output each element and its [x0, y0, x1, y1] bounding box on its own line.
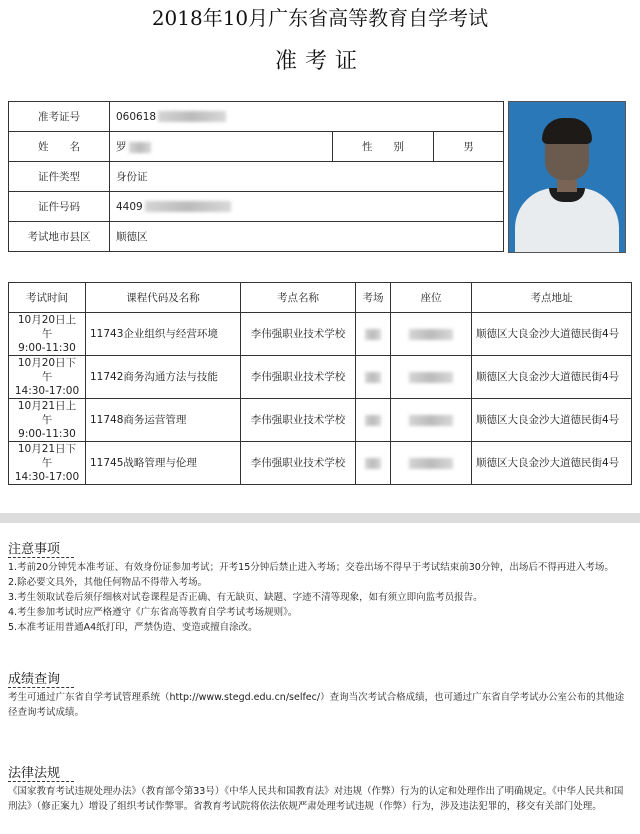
header-seat: 座位 — [391, 283, 472, 313]
header-time: 考试时间 — [9, 283, 86, 313]
exam-row — [9, 356, 632, 399]
redaction-mark — [365, 458, 381, 469]
exam-time: 10月20日上午 9:00-11:30 — [9, 313, 86, 356]
exam-address: 顺德区大良金沙大道德民街4号 — [472, 313, 632, 356]
exam-seat — [391, 442, 472, 485]
district-value: 顺德区 — [110, 222, 504, 252]
id-type-label: 证件类型 — [9, 162, 110, 192]
info-row-id-type — [9, 162, 504, 192]
redaction-mark — [365, 415, 381, 426]
card-title: 准考证 — [274, 49, 365, 74]
exam-room — [356, 442, 391, 485]
exam-room — [356, 399, 391, 442]
info-row-id-number — [9, 192, 504, 222]
info-row-name — [9, 132, 504, 162]
id-type-value: 身份证 — [110, 162, 504, 192]
exam-course: 11743企业组织与经营环境 — [86, 313, 241, 356]
exam-time: 10月21日下午 14:30-17:00 — [9, 442, 86, 485]
scores-title: 成绩查询 — [8, 672, 61, 687]
exam-address: 顺德区大良金沙大道德民街4号 — [472, 356, 632, 399]
exam-seat — [391, 356, 472, 399]
section-divider-band — [0, 513, 640, 523]
header-course: 课程代码及名称 — [86, 283, 241, 313]
exam-schedule-table — [8, 282, 632, 485]
redaction-mark — [409, 329, 453, 340]
ticket-number-cell — [110, 102, 504, 132]
redaction-mark — [158, 111, 226, 122]
district-label: 考试地市县区 — [9, 222, 110, 252]
notice-item: 1.考前20分钟凭本准考证、有效身份证参加考试；开考15分钟后禁止进入考场；交卷出场不得早于考试结束前30分钟，出场后不得再进入考场。 — [8, 562, 614, 573]
notice-item: 5.本准考证用普通A4纸打印，严禁伪造、变造或擅自涂改。 — [8, 622, 258, 633]
law-title: 法律法规 — [8, 766, 61, 781]
exam-site: 李伟强职业技术学校 — [241, 356, 356, 399]
exam-row — [9, 442, 632, 485]
name-cell — [110, 132, 333, 162]
ticket-number-value: 060618 — [116, 110, 157, 123]
redaction-mark — [409, 458, 453, 469]
candidate-photo — [508, 101, 626, 253]
candidate-info-table — [8, 101, 504, 252]
header-address: 考点地址 — [472, 283, 632, 313]
exam-seat — [391, 313, 472, 356]
exam-title: 2018年10月广东省高等教育自学考试 — [151, 6, 489, 30]
redaction-mark — [409, 415, 453, 426]
exam-site: 李伟强职业技术学校 — [241, 399, 356, 442]
notice-underline — [8, 557, 74, 558]
id-number-value: 4409 — [116, 200, 143, 213]
info-row-district — [9, 222, 504, 252]
notice-list — [8, 560, 632, 635]
redaction-mark — [129, 142, 151, 153]
law-text: 《国家教育考试违规处理办法》（教育部令第33号）《中华人民共和国教育法》对违规（作弊）行为的认定和处理作出了明确规定。《中华人民共和国刑法》（修正案九）增设了组织考试作弊罪。省教育考试院将依法依规严肃处理考试违规（作弊）行为，涉及违法犯罪的，移交有关部门处理。 — [8, 786, 624, 812]
exam-course: 11745战略管理与伦理 — [86, 442, 241, 485]
exam-site: 李伟强职业技术学校 — [241, 313, 356, 356]
name-value: 罗 — [116, 141, 127, 153]
name-label: 姓 名 — [9, 132, 110, 162]
info-row-ticket — [9, 102, 504, 132]
header-site: 考点名称 — [241, 283, 356, 313]
photo-hair — [542, 118, 592, 144]
exam-course: 11742商务沟通方法与技能 — [86, 356, 241, 399]
notice-item: 2.除必要文具外，其他任何物品不得带入考场。 — [8, 577, 208, 588]
ticket-number-label: 准考证号 — [9, 102, 110, 132]
exam-row — [9, 313, 632, 356]
exam-row — [9, 399, 632, 442]
exam-seat — [391, 399, 472, 442]
notice-item: 3.考生领取试卷后须仔细核对试卷课程是否正确、有无缺页、缺题、字迹不清等现象，如有须立即向监考员报告。 — [8, 592, 483, 603]
redaction-mark — [145, 201, 231, 212]
exam-time: 10月21日上午 9:00-11:30 — [9, 399, 86, 442]
exam-room — [356, 356, 391, 399]
notice-item: 4.考生参加考试时应严格遵守《广东省高等教育自学考试考场规则》。 — [8, 607, 298, 618]
redaction-mark — [365, 329, 381, 340]
exam-time: 10月20日下午 14:30-17:00 — [9, 356, 86, 399]
exam-address: 顺德区大良金沙大道德民街4号 — [472, 399, 632, 442]
notice-title: 注意事项 — [8, 542, 61, 557]
exam-site: 李伟强职业技术学校 — [241, 442, 356, 485]
header-room: 考场 — [356, 283, 391, 313]
gender-value: 男 — [434, 132, 504, 162]
redaction-mark — [409, 372, 453, 383]
law-underline — [8, 781, 74, 782]
scores-text: 考生可通过广东省自学考试管理系统（http://www.stegd.edu.cn/selfec/）查询当次考试合格成绩，也可通过广东省自学考试办公室公布的其他途径查询考试成绩。 — [8, 692, 625, 718]
id-number-cell — [110, 192, 504, 222]
exam-room — [356, 313, 391, 356]
exam-course: 11748商务运营管理 — [86, 399, 241, 442]
id-number-label: 证件号码 — [9, 192, 110, 222]
exam-address: 顺德区大良金沙大道德民街4号 — [472, 442, 632, 485]
redaction-mark — [365, 372, 381, 383]
exam-header-row — [9, 283, 632, 313]
scores-underline — [8, 687, 74, 688]
gender-label: 性 别 — [333, 132, 434, 162]
